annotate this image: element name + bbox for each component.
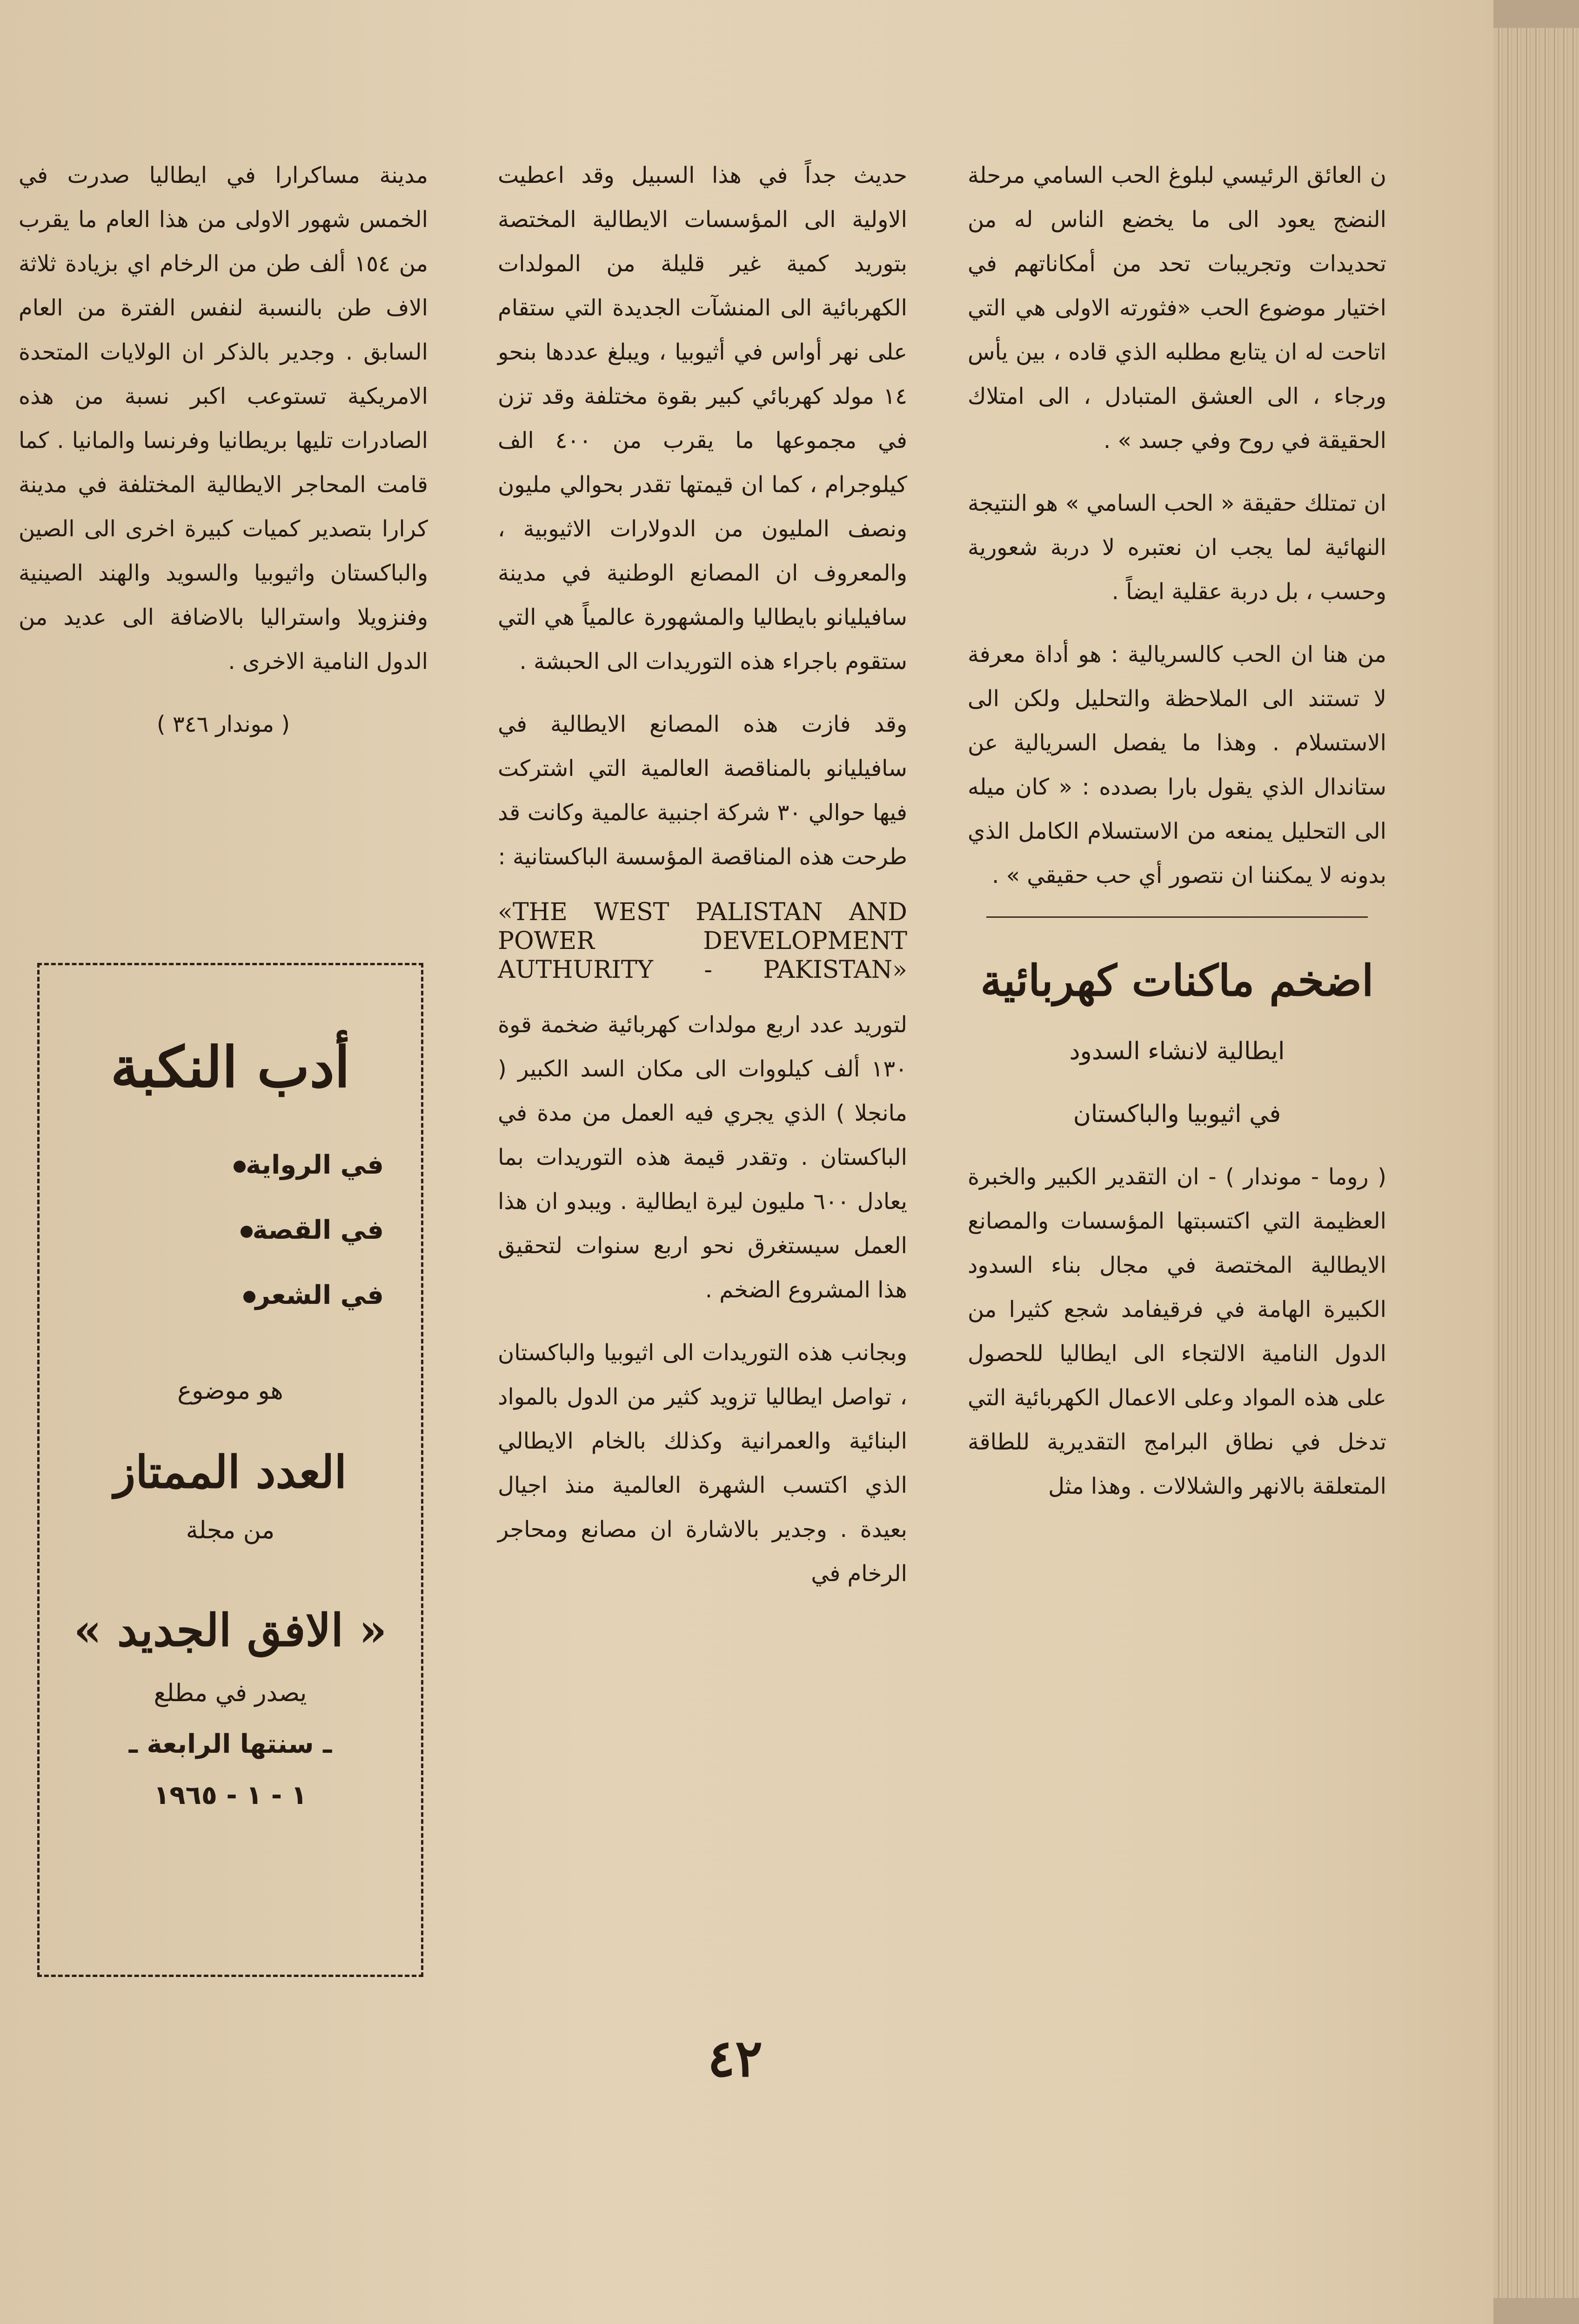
bullet-icon xyxy=(243,1291,255,1303)
advert-year: ـ سنتها الرابعة ـ xyxy=(128,1729,332,1759)
advert-issue: العدد الممتاز xyxy=(114,1446,347,1498)
article-paragraph: من هنا ان الحب كالسريالية : هو أداة معرفة لا تستند الى الملاحظة والتحليل ولكن الى الاستسلام . وهذا ما يفصل السريالية عن ستاندال الذي يقول بارا بصدده : « كان ميله الى التحليل يمنعه من الاستسلام الكامل الذي بدونه لا يمكننا ان نتصور أي حب حقيقي » . xyxy=(968,641,1386,888)
article-paragraph: حديث جداً في هذا السبيل وقد اعطيت الاولية الى المؤسسات الايطالية المختصة بتوريد كمية غير قليلة من المولدات الكهربائية الى المنشآت الجديدة التي ستقام على نهر أواس في أثيوبيا ، ويبلغ عددها بنحو ١٤ مولد كهربائي كبير بقوة مختلفة وقد تزن في مجموعها ما يقرب من ٤٠٠ الف كيلوجرام ، كما ان قيمتها تقدر بحوالي مليون ونصف المليون من الدولارات الاثيوبية ، والمعروف ان المصانع الوطنية في مدينة سافيليانو بايطاليا والمشهورة عالمياً هي التي ستقوم باجراء هذه التوريدات الى الحبشة . xyxy=(498,162,908,674)
bullet-icon xyxy=(234,1161,246,1173)
article-paragraph: وقد فازت هذه المصانع الايطالية في سافيليانو بالمناقصة العالمية التي اشتركت فيها حوالي ٣٠ شركة اجنبية عالمية وكانت قد طرحت هذه المناقصة المؤسسة الباكستانية : xyxy=(498,711,907,870)
article-paragraph: وبجانب هذه التوريدات الى اثيوبيا والباكستان ، تواصل ايطاليا تزويد كثير من الدول بالمواد البنائية والعمرانية وكذلك بالخام الايطالي الذي اكتسب الشهرة العالمية منذ اجيال بعيدة . وجدير بالاشارة ان مصانع ومحاجر الرخام في xyxy=(498,1340,907,1587)
article-subheading: ايطالية لانشاء السدود xyxy=(1069,1037,1285,1065)
advert-box xyxy=(37,963,423,1977)
right-column xyxy=(968,154,1386,1527)
advert-line: يصدر في مطلع xyxy=(154,1679,307,1707)
article-subheading: في اثيوبيا والباكستان xyxy=(1073,1100,1281,1128)
advert-list-item xyxy=(40,1198,384,1263)
advert-list-item xyxy=(40,1263,384,1328)
section-divider xyxy=(986,916,1368,918)
advert-list-label: في الشعر xyxy=(255,1280,384,1310)
page-number: ٤٢ xyxy=(707,2028,763,2088)
advert-list-label: في القصة xyxy=(252,1215,384,1245)
advert-line: هو موضوع xyxy=(177,1377,283,1405)
page-edge xyxy=(1493,28,1579,2298)
advert-title: أدب النكبة xyxy=(110,1035,350,1100)
bullet-icon xyxy=(241,1226,253,1238)
left-column xyxy=(19,154,428,765)
article-paragraph: لتوريد عدد اربع مولدات كهربائية ضخمة قوة ١٣٠ ألف كيلووات الى مكان السد الكبير ( مانجلا ) الذي يجري فيه العمل من مدة في الباكستان . وتقدر قيمة هذه التوريدات بما يعادل ٦٠٠ مليون ليرة ايطالية . ويبدو ان هذا العمل سيستغرق نحو اربع سنوات لتحقيق هذا المشروع الضخم . xyxy=(498,1012,907,1303)
advert-date: ١ - ١ - ١٩٦٥ xyxy=(154,1780,307,1810)
article-paragraph: مدينة مساكرارا في ايطاليا صدرت في الخمس شهور الاولى من هذا العام ما يقرب من ١٥٤ ألف طن من الرخام اي بزيادة ثلاثة الاف طن بالنسبة لنفس الفترة من العام السابق . وجدير بالذكر ان الولايات المتحدة الامريكية تستوعب اكبر نسبة من هذه الصادرات تليها بريطانيا وفرنسا والمانيا . كما قامت المحاجر الايطالية المختلفة في مدينة كرارا بتصدير كميات كبيرة اخرى الى الصين والباكستان واثيوبيا والسويد والهند الصينية وفنزويلا واستراليا بالاضافة الى عديد من الدول النامية الاخرى . xyxy=(19,162,428,674)
source-credit: ( موندار ٣٤٦ ) xyxy=(156,711,290,737)
advert-list-label: في الرواية xyxy=(246,1150,384,1180)
advert-list xyxy=(40,1133,384,1328)
advert-list-item xyxy=(40,1133,384,1198)
advert-line: من مجلة xyxy=(186,1516,275,1544)
article-paragraph: ان تمتلك حقيقة « الحب السامي » هو النتيجة النهائية لما يجب ان نعتبره لا دربة شعورية وحسب ، بل دربة عقلية ايضاً . xyxy=(968,490,1386,605)
article-paragraph: ن العائق الرئيسي لبلوغ الحب السامي مرحلة النضج يعود الى ما يخضع الناس له من تحديدات وتجريبات تحد من أمكاناتهم في اختيار موضوع الحب «فثورته الاولى هي التي اتاحت له ان يتابع مطلبه الذي قاده ، بين يأس ورجاء ، الى العشق المتبادل ، الى امتلاك الحقيقة في روح وفي جسد » . xyxy=(968,162,1386,454)
advert-magazine-name: « الافق الجديد » xyxy=(74,1604,387,1656)
latin-quote: «THE WEST PALISTAN AND POWER DEVELOPMENT AUTHURITY - PAKISTAN» xyxy=(498,898,907,984)
middle-column xyxy=(498,154,907,1615)
article-headline: اضخم ماكنات كهربائية xyxy=(980,955,1374,1006)
article-paragraph: ( روما - موندار ) - ان التقدير الكبير والخبرة العظيمة التي اكتسبتها المؤسسات والمصانع الايطالية المختصة في مجال بناء السدود الكبيرة الهامة في فرقيفامد شجع كثيرا من الدول النامية الالتجاء الى ايطاليا للحصول على هذه المواد وعلى الاعمال الكهربائية التي تدخل في نطاق البرامج التقديرية للطاقة المتعلقة بالانهر والشلالات . وهذا مثل xyxy=(968,1164,1386,1499)
